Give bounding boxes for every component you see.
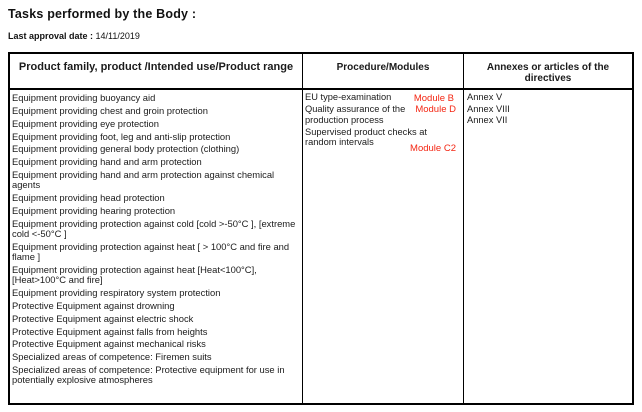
- product-row: Equipment providing hand and arm protection against chemical agents: [12, 168, 275, 191]
- column-header-procedures: Procedure/Modules: [303, 54, 464, 90]
- product-row: Equipment providing head protection: [12, 192, 165, 204]
- module-badge: Module B: [413, 93, 454, 104]
- annexes-list: [464, 90, 632, 403]
- procedure-text: EU type-examination: [305, 92, 392, 102]
- approval-date-value: 14/11/2019: [95, 31, 140, 41]
- product-row: Equipment providing foot, leg and anti-slip protection: [12, 130, 231, 142]
- procedure-text: Supervised product checks at random intervals: [305, 126, 427, 148]
- product-row: Equipment providing eye protection: [12, 117, 159, 129]
- module-badge: Module D: [415, 104, 456, 115]
- column-header-annexes: Annexes or articles of the directives: [464, 54, 632, 90]
- column-header-products: Product family, product /Intended use/Product range: [10, 54, 303, 90]
- approval-date-label: Last approval date :: [8, 31, 94, 41]
- product-row: Protective Equipment against mechanical risks: [12, 338, 206, 350]
- product-family-list: [10, 90, 303, 403]
- product-row: Equipment providing protection against heat [ > 100°C and fire and flame ]: [12, 240, 290, 263]
- procedures-list: [303, 90, 464, 403]
- product-row: Equipment providing protection against heat [Heat<100°C], [Heat>100°C and fire]: [12, 264, 257, 286]
- product-row: Protective Equipment against electric shock: [12, 312, 194, 324]
- product-row: Equipment providing buoyancy aid: [12, 92, 156, 104]
- product-row: Equipment providing protection against cold [cold >-50°C ], [extreme cold <-50°C ]: [12, 217, 296, 240]
- tasks-table: [8, 52, 634, 405]
- annex-row: Annex VIII: [467, 103, 510, 114]
- product-row: Equipment providing general body protection (clothing): [12, 143, 240, 155]
- annex-row: Annex VII: [467, 115, 508, 126]
- product-row: Protective Equipment against drowning: [12, 299, 175, 311]
- product-row: Equipment providing respiratory system protection: [12, 287, 221, 299]
- procedure-text: Quality assurance of the production process: [305, 104, 406, 125]
- product-row: Equipment providing chest and groin protection: [12, 104, 208, 116]
- product-row: Equipment providing hand and arm protection: [12, 156, 202, 168]
- module-badge: Module C2: [410, 143, 456, 154]
- product-row: Equipment providing hearing protection: [12, 204, 176, 216]
- annex-row: Annex V: [467, 92, 503, 102]
- approval-date-line: [8, 31, 634, 41]
- page-title: Tasks performed by the Body :: [8, 7, 197, 21]
- product-row: Specialized areas of competence: Firemen suits: [12, 351, 212, 363]
- product-row: Specialized areas of competence: Protective equipment for use in potentially explosive atmospheres: [12, 363, 285, 386]
- product-row: Protective Equipment against falls from heights: [12, 325, 208, 337]
